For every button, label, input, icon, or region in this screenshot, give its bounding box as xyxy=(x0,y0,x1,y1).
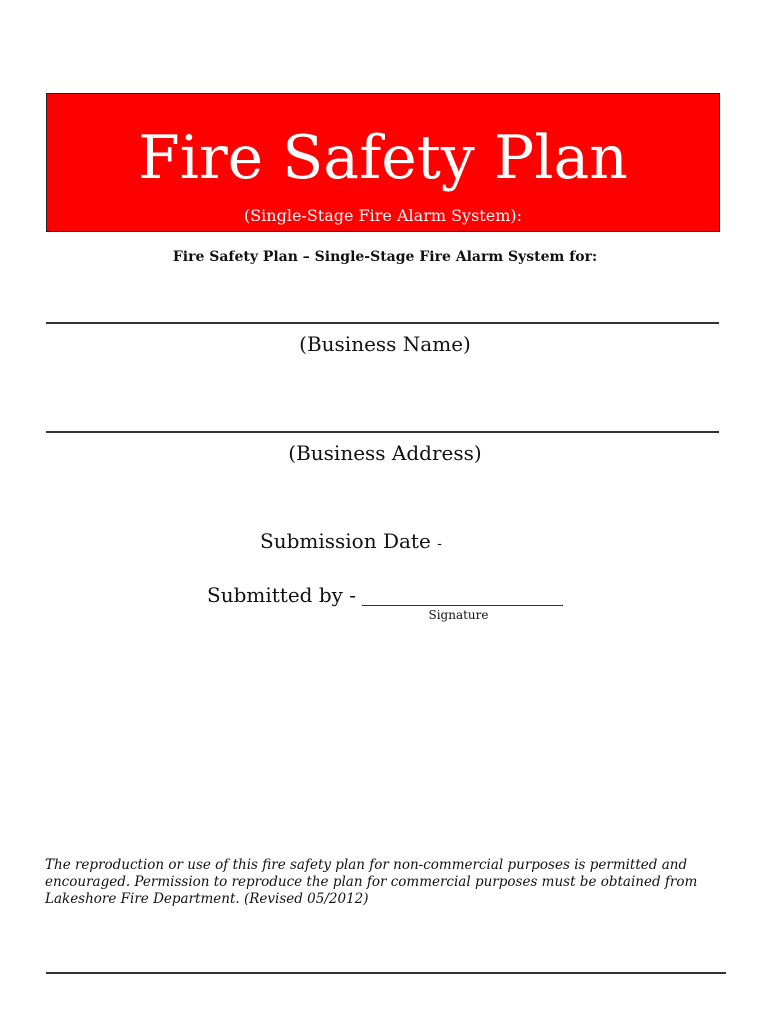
footer-divider xyxy=(46,972,726,974)
business-name-label: (Business Name) xyxy=(299,332,471,356)
signature-line xyxy=(362,605,563,606)
business-name-line xyxy=(46,322,719,324)
document-subtitle: (Single-Stage Fire Alarm System): xyxy=(243,206,523,225)
submission-date-label: Submission Date xyxy=(260,529,431,553)
submission-date-separator: - xyxy=(437,536,442,552)
submitted-by-separator: - xyxy=(349,583,357,607)
signature-caption: Signature xyxy=(428,608,489,622)
plan-heading: Fire Safety Plan – Single-Stage Fire Alarm System for: xyxy=(172,249,598,265)
submitted-by-row xyxy=(207,583,356,607)
business-address-line xyxy=(46,431,719,433)
submission-date-row xyxy=(260,529,442,553)
reproduction-disclaimer: The reproduction or use of this fire safety plan for non-commercial purposes is permitted and encouraged. Permission to reproduce the plan for commercial purposes must be obtained from Lakeshore Fire Department. (Revised 05/2012) xyxy=(45,857,698,907)
document-title: Fire Safety Plan xyxy=(138,123,628,193)
business-address-label: (Business Address) xyxy=(288,441,482,465)
submitted-by-label: Submitted by xyxy=(207,583,343,607)
title-banner xyxy=(46,93,720,232)
